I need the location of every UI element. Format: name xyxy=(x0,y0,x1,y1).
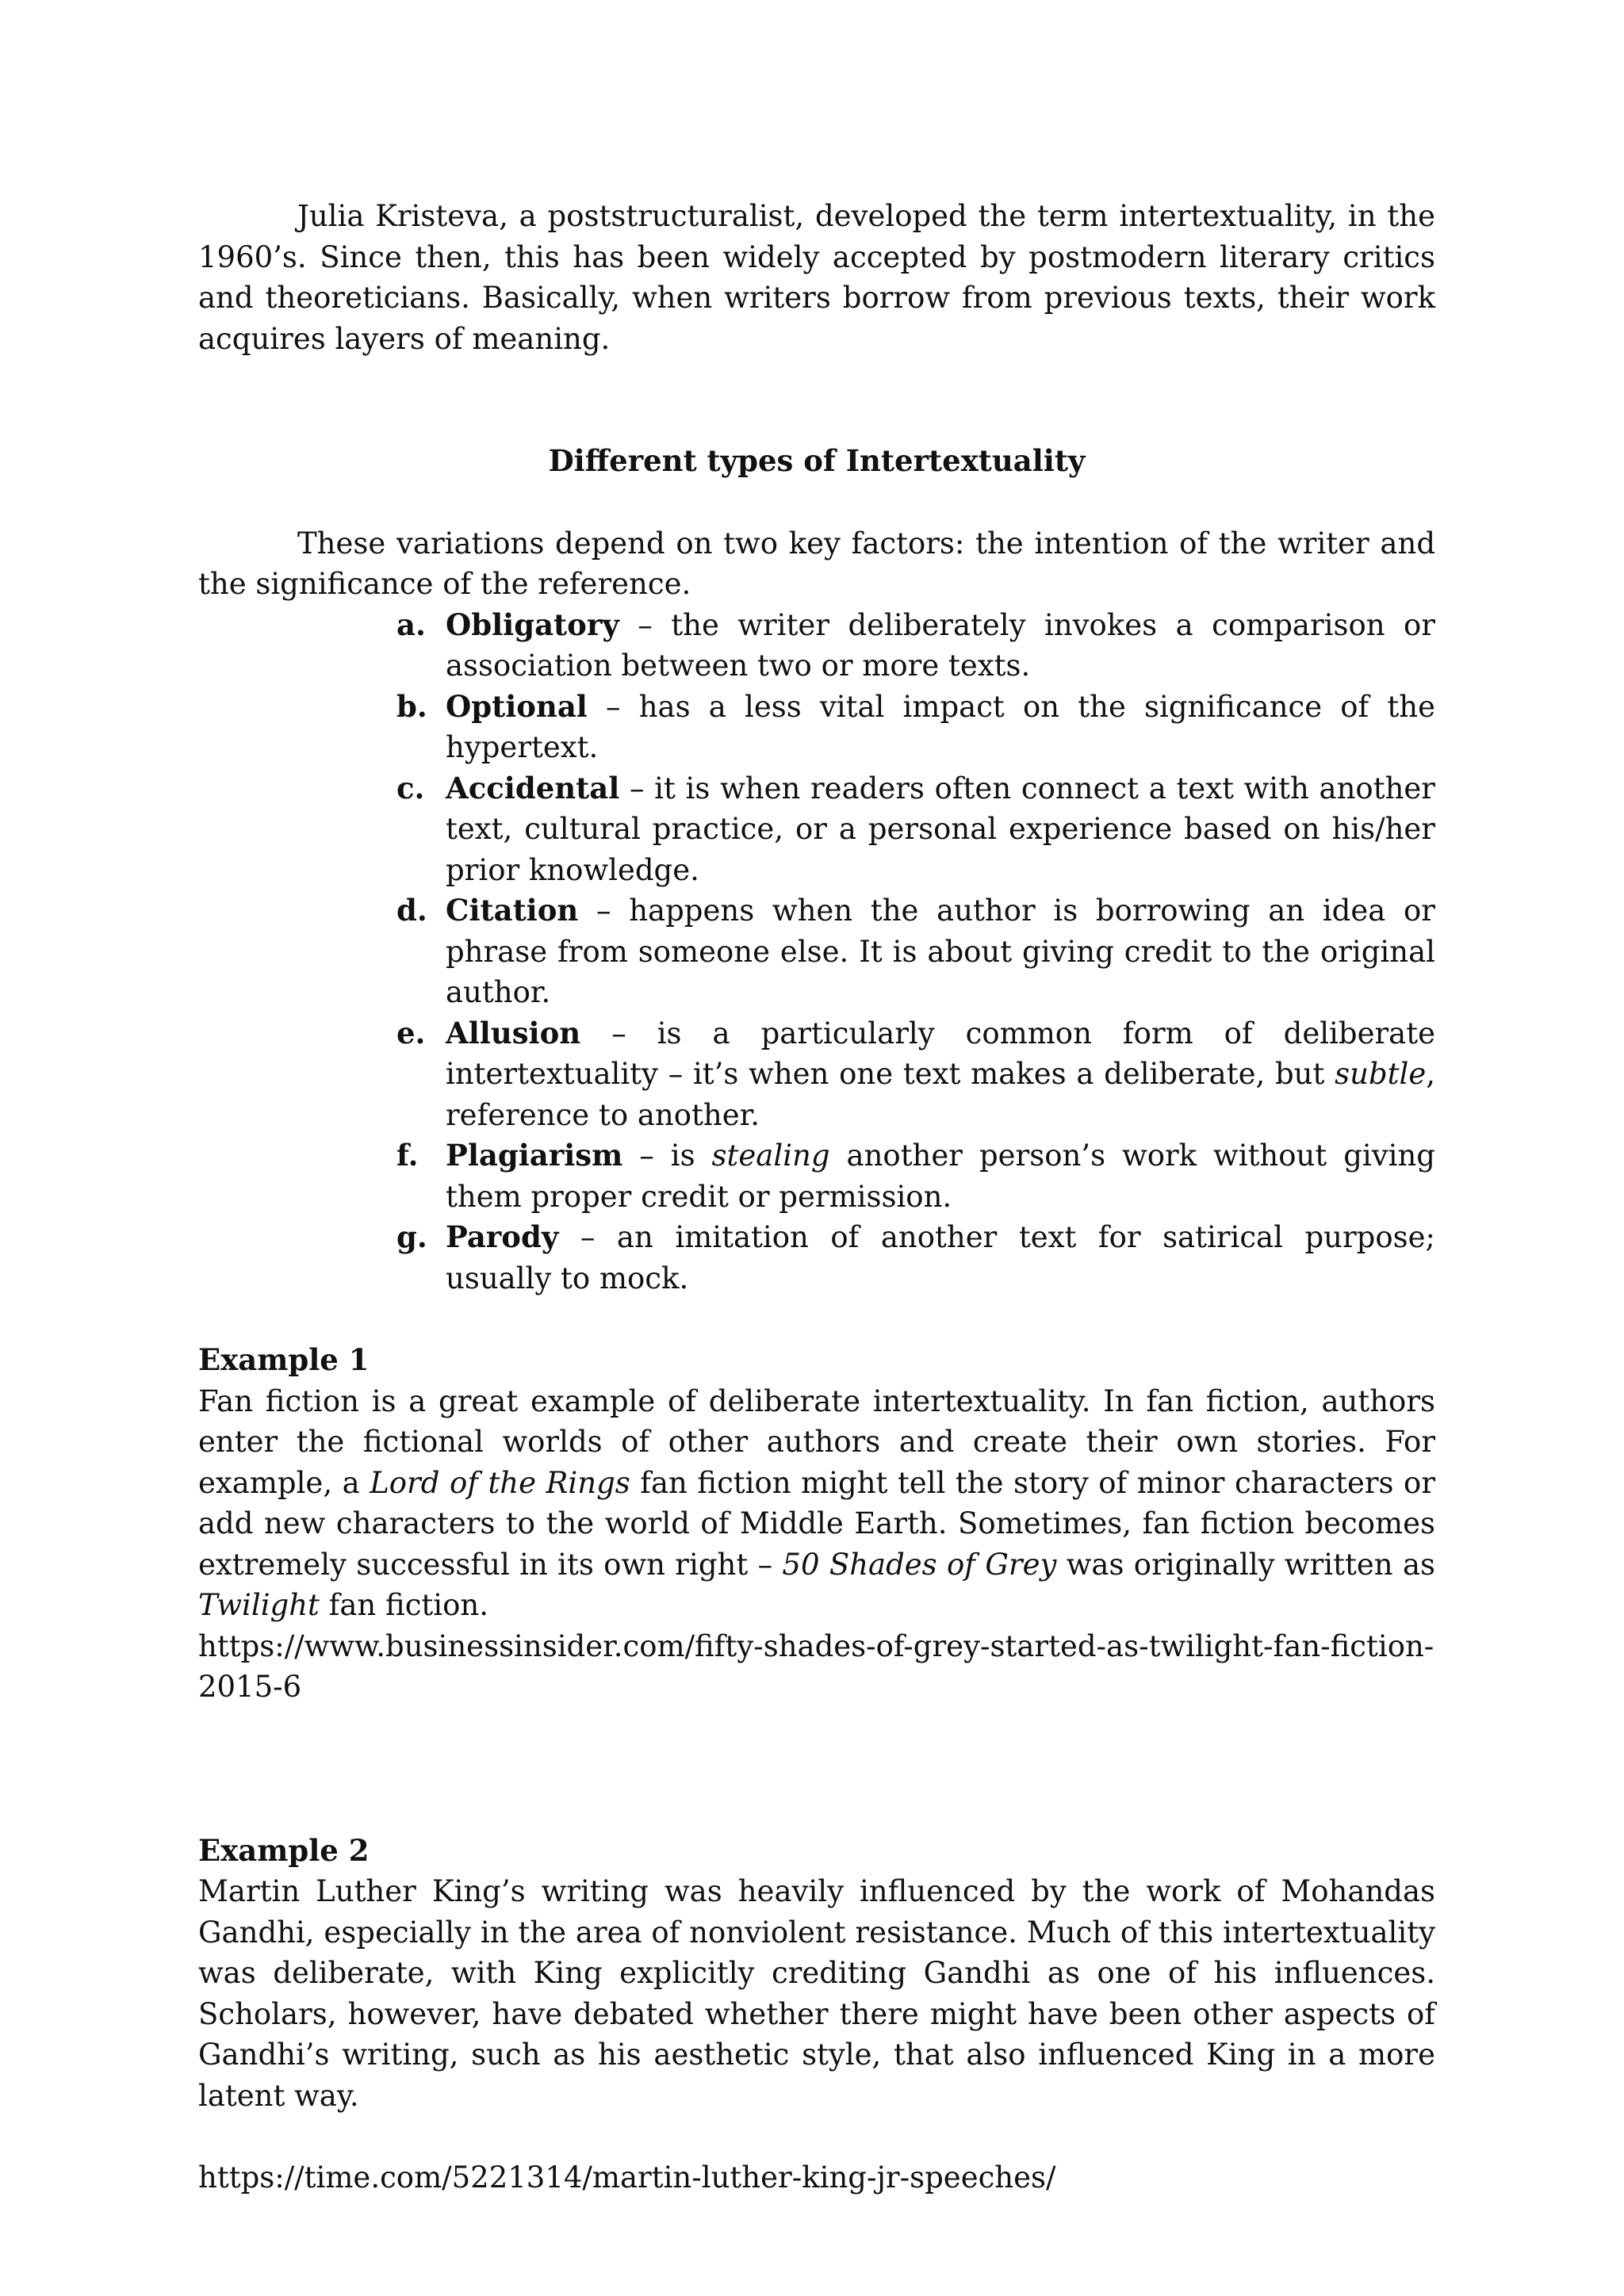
type-item-parody xyxy=(396,1217,1435,1299)
variations-intro: These variations depend on two key factors: the intention of the writer and the significance of the reference. xyxy=(198,526,1435,601)
example-1-text: fan fiction. xyxy=(319,1588,488,1622)
example-1-text: was originally written as xyxy=(1056,1547,1435,1582)
type-description: – is a particularly common form of deliberate intertextuality – it’s when one text makes a deliberate, but xyxy=(446,1016,1435,1091)
example-1-body xyxy=(198,1381,1435,1626)
type-item-allusion xyxy=(396,1013,1435,1136)
type-term: Accidental xyxy=(446,770,620,806)
type-description-end: , reference to another. xyxy=(446,1057,1435,1132)
type-description: – the writer deliberately invokes a comparison or association between two or more texts. xyxy=(446,607,1435,683)
example-1-title-emphasis: 50 Shades of Grey xyxy=(782,1547,1057,1582)
document-page xyxy=(198,196,1435,2198)
type-description-end: another person’s work without giving them proper credit or permission. xyxy=(446,1138,1435,1214)
list-marker: a. xyxy=(396,607,426,642)
list-marker: d. xyxy=(396,893,427,928)
example-1-text: fan fiction might tell the story of minor characters or add new characters to the world of Middle Earth. Sometimes, fan fiction becomes extremely successful in its own right – xyxy=(198,1465,1436,1582)
example-2-link[interactable]: https://time.com/5221314/martin-luther-king-jr-speeches/ xyxy=(198,2160,1056,2195)
intertextuality-types-list xyxy=(198,605,1435,1299)
list-marker: g. xyxy=(396,1219,427,1254)
type-term: Obligatory xyxy=(446,607,619,642)
type-term: Optional xyxy=(446,688,588,724)
type-emphasis: stealing xyxy=(711,1138,830,1173)
example-1-title-emphasis: Lord of the Rings xyxy=(370,1465,630,1500)
type-description: – an imitation of another text for satirical purpose; usually to mock. xyxy=(446,1220,1435,1295)
example-1-text: Fan fiction is a great example of deliberate intertextuality. In fan fiction, authors enter the fictional worlds of other authors and create their own stories. For example, a xyxy=(198,1383,1435,1500)
section-heading: Different types of Intertextuality xyxy=(548,443,1086,478)
example-1-heading: Example 1 xyxy=(198,1342,370,1377)
type-description: – has a less vital impact on the significance of the hypertext. xyxy=(446,689,1435,764)
type-description: – happens when the author is borrowing an idea or phrase from someone else. It is about giving credit to the original author. xyxy=(446,894,1435,1009)
example-1-link[interactable]: https://www.businessinsider.com/fifty-shades-of-grey-started-as-twilight-fan-fiction-2015-6 xyxy=(198,1628,1434,1704)
list-marker: b. xyxy=(396,688,427,724)
type-term: Allusion xyxy=(446,1015,581,1050)
example-2-body: Martin Luther King’s writing was heavily influenced by the work of Mohandas Gandhi, especially in the area of nonviolent resistance. Much of this intertextuality was deliberate, with King explicitly crediting Gandhi as one of his influences. Scholars, however, have debated whether there might have been other aspects of Gandhi’s writing, such as his aesthetic style, that also influenced King in a more latent way. xyxy=(198,1874,1435,2113)
list-marker: e. xyxy=(396,1015,426,1050)
example-1-title-emphasis: Twilight xyxy=(198,1588,320,1622)
type-description: – it is when readers often connect a text with another text, cultural practice, or a personal experience based on his/her prior knowledge. xyxy=(446,771,1435,887)
example-2-heading: Example 2 xyxy=(198,1832,370,1868)
type-term: Citation xyxy=(446,893,579,928)
type-term: Parody xyxy=(446,1219,559,1254)
type-item-citation xyxy=(396,890,1435,1013)
intro-paragraph: Julia Kristeva, a poststructuralist, developed the term intertextuality, in the 1960’s. Since then, this has been widely accepted by postmodern literary critics and theoreticians. Basically, when writers borrow from previous texts, their work acquires layers of meaning. xyxy=(198,199,1435,356)
type-description: – is xyxy=(622,1138,712,1173)
type-item-accidental xyxy=(396,768,1435,891)
type-item-obligatory xyxy=(396,605,1435,687)
list-marker: c. xyxy=(396,770,425,806)
type-emphasis: subtle xyxy=(1335,1057,1427,1091)
type-term: Plagiarism xyxy=(446,1138,623,1173)
type-item-plagiarism xyxy=(396,1135,1435,1217)
list-marker: f. xyxy=(396,1138,419,1173)
type-item-optional xyxy=(396,687,1435,768)
